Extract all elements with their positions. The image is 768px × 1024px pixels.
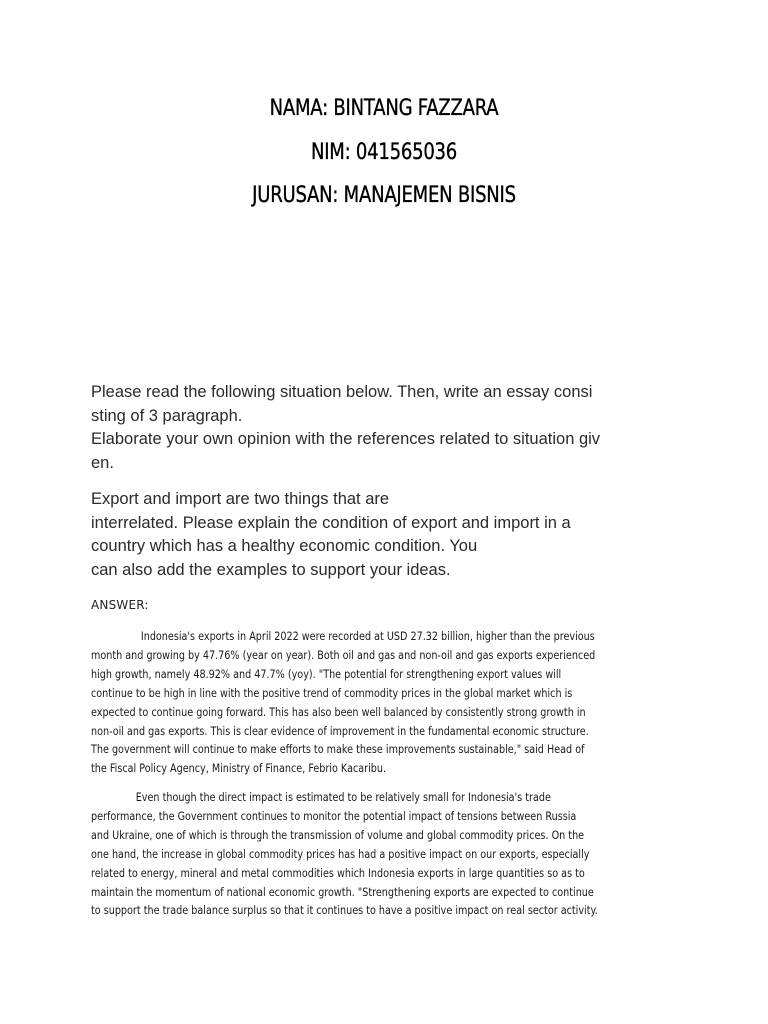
paragraph-line: non-oil and gas exports. This is clear evidence of improvement in the fundamental economic structure. (91, 724, 589, 738)
paragraph-line: expected to continue going forward. This has also been well balanced by consistently strong growth in (91, 705, 586, 719)
question-line: interrelated. Please explain the condition of export and import in a (91, 513, 571, 532)
student-major-heading: JURUSAN: MANAJEMEN BISNIS (252, 183, 516, 208)
student-nim-heading: NIM: 041565036 (310, 140, 458, 165)
question-line: can also add the examples to support your ideas. (91, 560, 451, 579)
paragraph-line: related to energy, mineral and metal commodities which Indonesia exports in large quantities so as to (91, 866, 585, 880)
paragraph-line: The government will continue to make efforts to make these improvements sustainable," said Head of (91, 743, 585, 757)
instruction-line: Elaborate your own opinion with the references related to situation giv (91, 430, 601, 448)
instruction-line: Please read the following situation below. Then, write an essay consi (91, 383, 593, 401)
paragraph-line: performance, the Government continues to monitor the potential impact of tensions between Russia (91, 809, 577, 823)
instruction-line: sting of 3 paragraph. (91, 406, 243, 425)
paragraph-line: Indonesia's exports in April 2022 were recorded at USD 27.32 billion, higher than the previous (140, 630, 595, 643)
paragraph-line: high growth, namely 48.92% and 47.7% (yoy). "The potential for strengthening export values will (91, 667, 562, 681)
question-line: country which has a healthy economic condition. You (91, 537, 478, 555)
paragraph-line: continue to be high in line with the positive trend of commodity prices in the global market which is (91, 686, 573, 700)
student-name-heading: NAMA: BINTANG FAZZARA (269, 96, 499, 121)
question-line: Export and import are two things that are (91, 490, 390, 508)
paragraph-line: to support the trade balance surplus so that it continues to have a positive impact on real sector activity. (91, 904, 598, 918)
paragraph-line: maintain the momentum of national economic growth. "Strengthening exports are expected to continue (91, 885, 594, 899)
essay-question (91, 488, 691, 582)
answer-paragraph-2 (91, 789, 691, 921)
paragraph-line: the Fiscal Policy Agency, Ministry of Finance, Febrio Kacaribu. (91, 762, 387, 776)
paragraph-line: one hand, the increase in global commodity prices has had a positive impact on our exports, especially (91, 847, 590, 861)
instruction-line: en. (91, 453, 114, 472)
paragraph-line: Even though the direct impact is estimated to be relatively small for Indonesia's trade (135, 791, 551, 804)
paragraph-line: month and growing by 47.76% (year on year). Both oil and gas and non-oil and gas exports experienced (91, 648, 596, 662)
paragraph-line: and Ukraine, one of which is through the transmission of volume and global commodity prices. On the (91, 828, 585, 842)
essay-instructions (91, 381, 691, 475)
answer-paragraph-1 (91, 628, 691, 779)
answer-label: ANSWER: (91, 598, 149, 612)
